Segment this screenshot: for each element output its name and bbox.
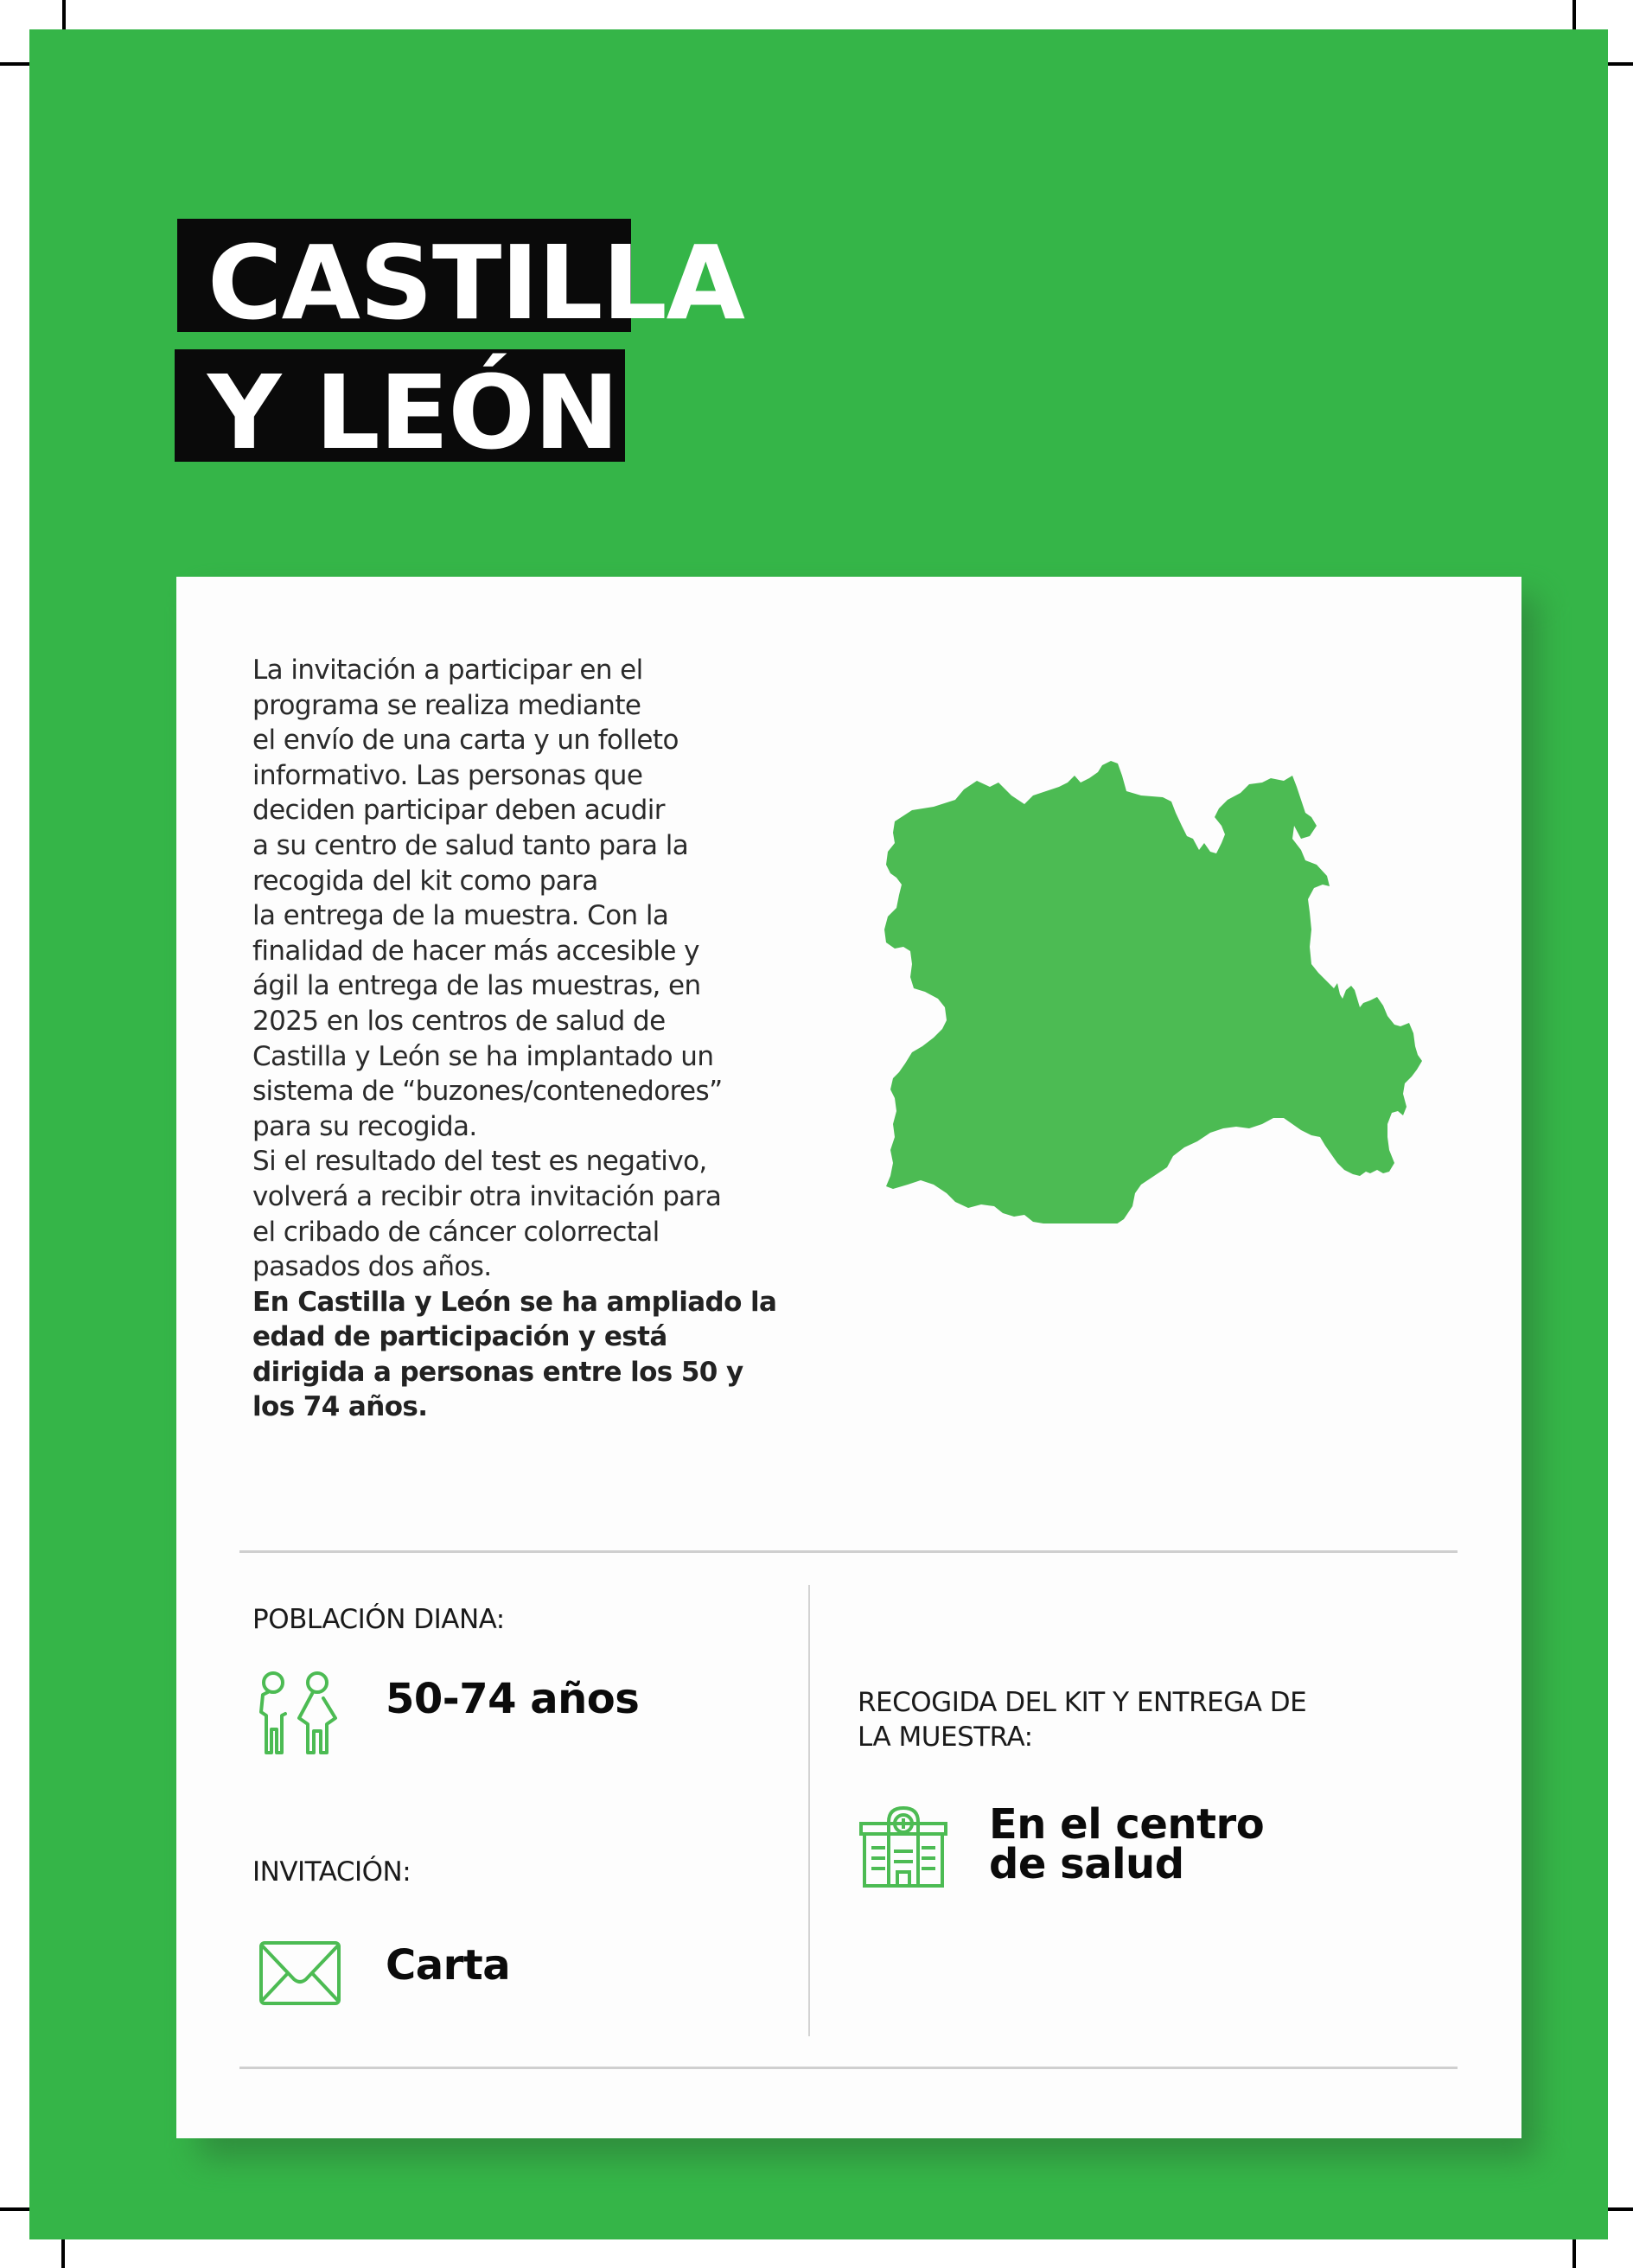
highlight-line: los 74 años. — [252, 1391, 428, 1423]
divider-vertical — [808, 1585, 810, 2036]
divider-bottom — [239, 2067, 1458, 2069]
page-title-line-1: CASTILLA — [207, 223, 745, 342]
description-line: Castilla y León se ha implantado un — [252, 1040, 714, 1072]
highlight-line: En Castilla y León se ha ampliado la — [252, 1286, 777, 1318]
description-line: finalidad de hacer más accesible y — [252, 935, 699, 967]
crop-mark — [1608, 2207, 1633, 2211]
recogida-label-line-1: RECOGIDA DEL KIT Y ENTREGA DE — [858, 1687, 1307, 1718]
description-line: ágil la entrega de las muestras, en — [252, 970, 701, 1002]
invitacion-value: Carta — [386, 1941, 511, 1990]
crop-mark — [62, 0, 66, 29]
crop-mark — [0, 62, 29, 66]
description-line: Si el resultado del test es negativo, — [252, 1146, 707, 1178]
invitacion-label: INVITACIÓN: — [252, 1856, 411, 1888]
highlight-line: dirigida a personas entre los 50 y — [252, 1356, 743, 1388]
description-line: el envío de una carta y un folleto — [252, 725, 679, 757]
description-line: para su recogida. — [252, 1110, 477, 1142]
description-text — [252, 653, 806, 1425]
description-line: recogida del kit como para — [252, 865, 598, 897]
description-line: a su centro de salud tanto para la — [252, 829, 689, 861]
poblacion-value: 50-74 años — [386, 1675, 640, 1723]
region-map-icon — [860, 757, 1431, 1223]
description-line: programa se realiza mediante — [252, 689, 641, 721]
description-line: deciden participar deben acudir — [252, 795, 665, 827]
crop-mark — [61, 2239, 65, 2268]
people-icon — [251, 1671, 344, 1757]
recogida-value-line-1: En el centro — [989, 1800, 1265, 1849]
description-line: informativo. Las personas que — [252, 759, 643, 791]
description-line: sistema de “buzones/contenedores” — [252, 1076, 723, 1108]
crop-mark — [1572, 0, 1576, 29]
description-line: volverá a recibir otra invitación para — [252, 1180, 722, 1212]
info-card — [176, 577, 1521, 2138]
health-center-icon — [859, 1805, 947, 1888]
description-line: el cribado de cáncer colorrectal — [252, 1216, 660, 1248]
description-line: pasados dos años. — [252, 1251, 492, 1283]
crop-mark — [0, 2207, 29, 2211]
crop-mark — [1572, 2239, 1576, 2268]
crop-mark — [1608, 62, 1633, 66]
description-line: 2025 en los centros de salud de — [252, 1005, 666, 1037]
divider-top — [239, 1550, 1458, 1553]
description-line: la entrega de la muestra. Con la — [252, 900, 669, 932]
poblacion-label: POBLACIÓN DIANA: — [252, 1604, 505, 1635]
description-line: La invitación a participar en el — [252, 655, 643, 686]
envelope-icon — [259, 1941, 341, 2005]
page-title-line-2: Y LEÓN — [207, 353, 619, 472]
recogida-value-line-2: de salud — [989, 1840, 1184, 1888]
highlight-line: edad de participación y está — [252, 1321, 667, 1353]
recogida-label-line-2: LA MUESTRA: — [858, 1722, 1033, 1753]
